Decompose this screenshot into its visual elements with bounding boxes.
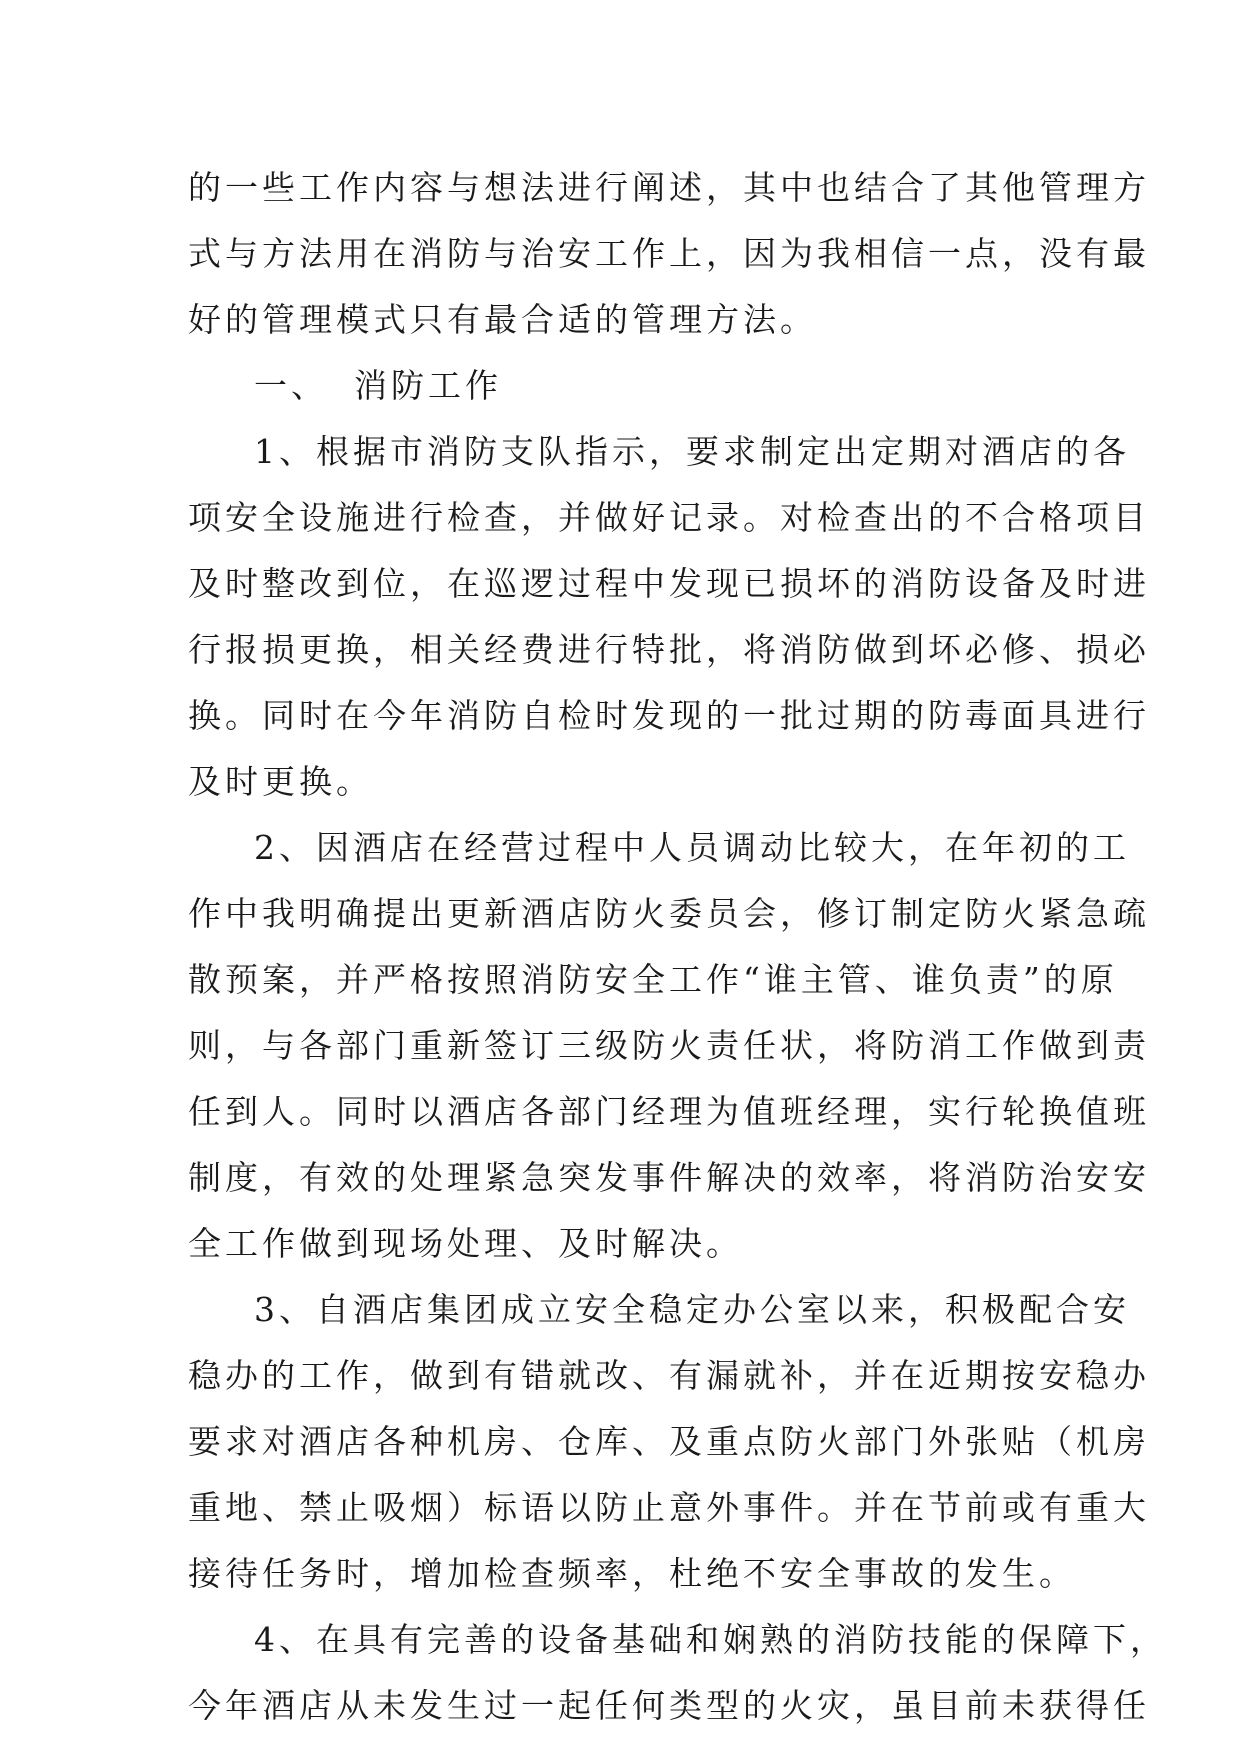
text-line: 作中我明确提出更新酒店防火委员会，修订制定防火紧急疏: [188, 894, 1150, 933]
section-heading: [188, 353, 1050, 419]
text-line: 项安全设施进行检查，并做好记录。对检查出的不合格项目: [188, 498, 1150, 537]
section-heading-title: 消防工作: [354, 366, 502, 405]
text-line: 重地、禁止吸烟）标语以防止意外事件。并在节前或有重大: [188, 1488, 1150, 1527]
text-line: 稳办的工作，做到有错就改、有漏就补，并在近期按安稳办: [188, 1356, 1150, 1395]
text-line: 行报损更换，相关经费进行特批，将消防做到坏必修、损必: [188, 630, 1150, 669]
section-heading-number: 一、: [254, 366, 328, 405]
text-line: 及时整改到位，在巡逻过程中发现已损坏的消防设备及时进: [188, 564, 1150, 603]
text-line: 换。同时在今年消防自检时发现的一批过期的防毒面具进行: [188, 696, 1150, 735]
text-line: 全工作做到现场处理、及时解决。: [188, 1224, 743, 1263]
document-body: [188, 155, 1167, 1739]
paragraph-start-line: 1、根据市消防支队指示，要求制定出定期对酒店的各: [254, 432, 1130, 471]
text-line: 式与方法用在消防与治安工作上，因为我相信一点，没有最: [188, 234, 1150, 273]
text-line: 及时更换。: [188, 762, 373, 801]
paragraph-start-line: 3、自酒店集团成立安全稳定办公室以来，积极配合安: [254, 1290, 1130, 1329]
text-line: 的一些工作内容与想法进行阐述，其中也结合了其他管理方: [188, 168, 1150, 207]
text-line: 今年酒店从未发生过一起任何类型的火灾，虽目前未获得任: [188, 1686, 1150, 1725]
text-line: 要求对酒店各种机房、仓库、及重点防火部门外张贴（机房: [188, 1422, 1150, 1461]
text-line: 好的管理模式只有最合适的管理方法。: [188, 300, 817, 339]
text-line: 任到人。同时以酒店各部门经理为值班经理，实行轮换值班: [188, 1092, 1150, 1131]
text-line: 则，与各部门重新签订三级防火责任状，将防消工作做到责: [188, 1026, 1150, 1065]
text-line: 制度，有效的处理紧急突发事件解决的效率，将消防治安安: [188, 1158, 1150, 1197]
text-line: 接待任务时，增加检查频率，杜绝不安全事故的发生。: [188, 1554, 1076, 1593]
text-line: 散预案，并严格按照消防安全工作“谁主管、谁负责”的原: [188, 960, 1118, 999]
paragraph-start-line: 4、在具有完善的设备基础和娴熟的消防技能的保障下，: [254, 1620, 1167, 1659]
paragraph-start-line: 2、因酒店在经营过程中人员调动比较大，在年初的工: [254, 828, 1130, 867]
